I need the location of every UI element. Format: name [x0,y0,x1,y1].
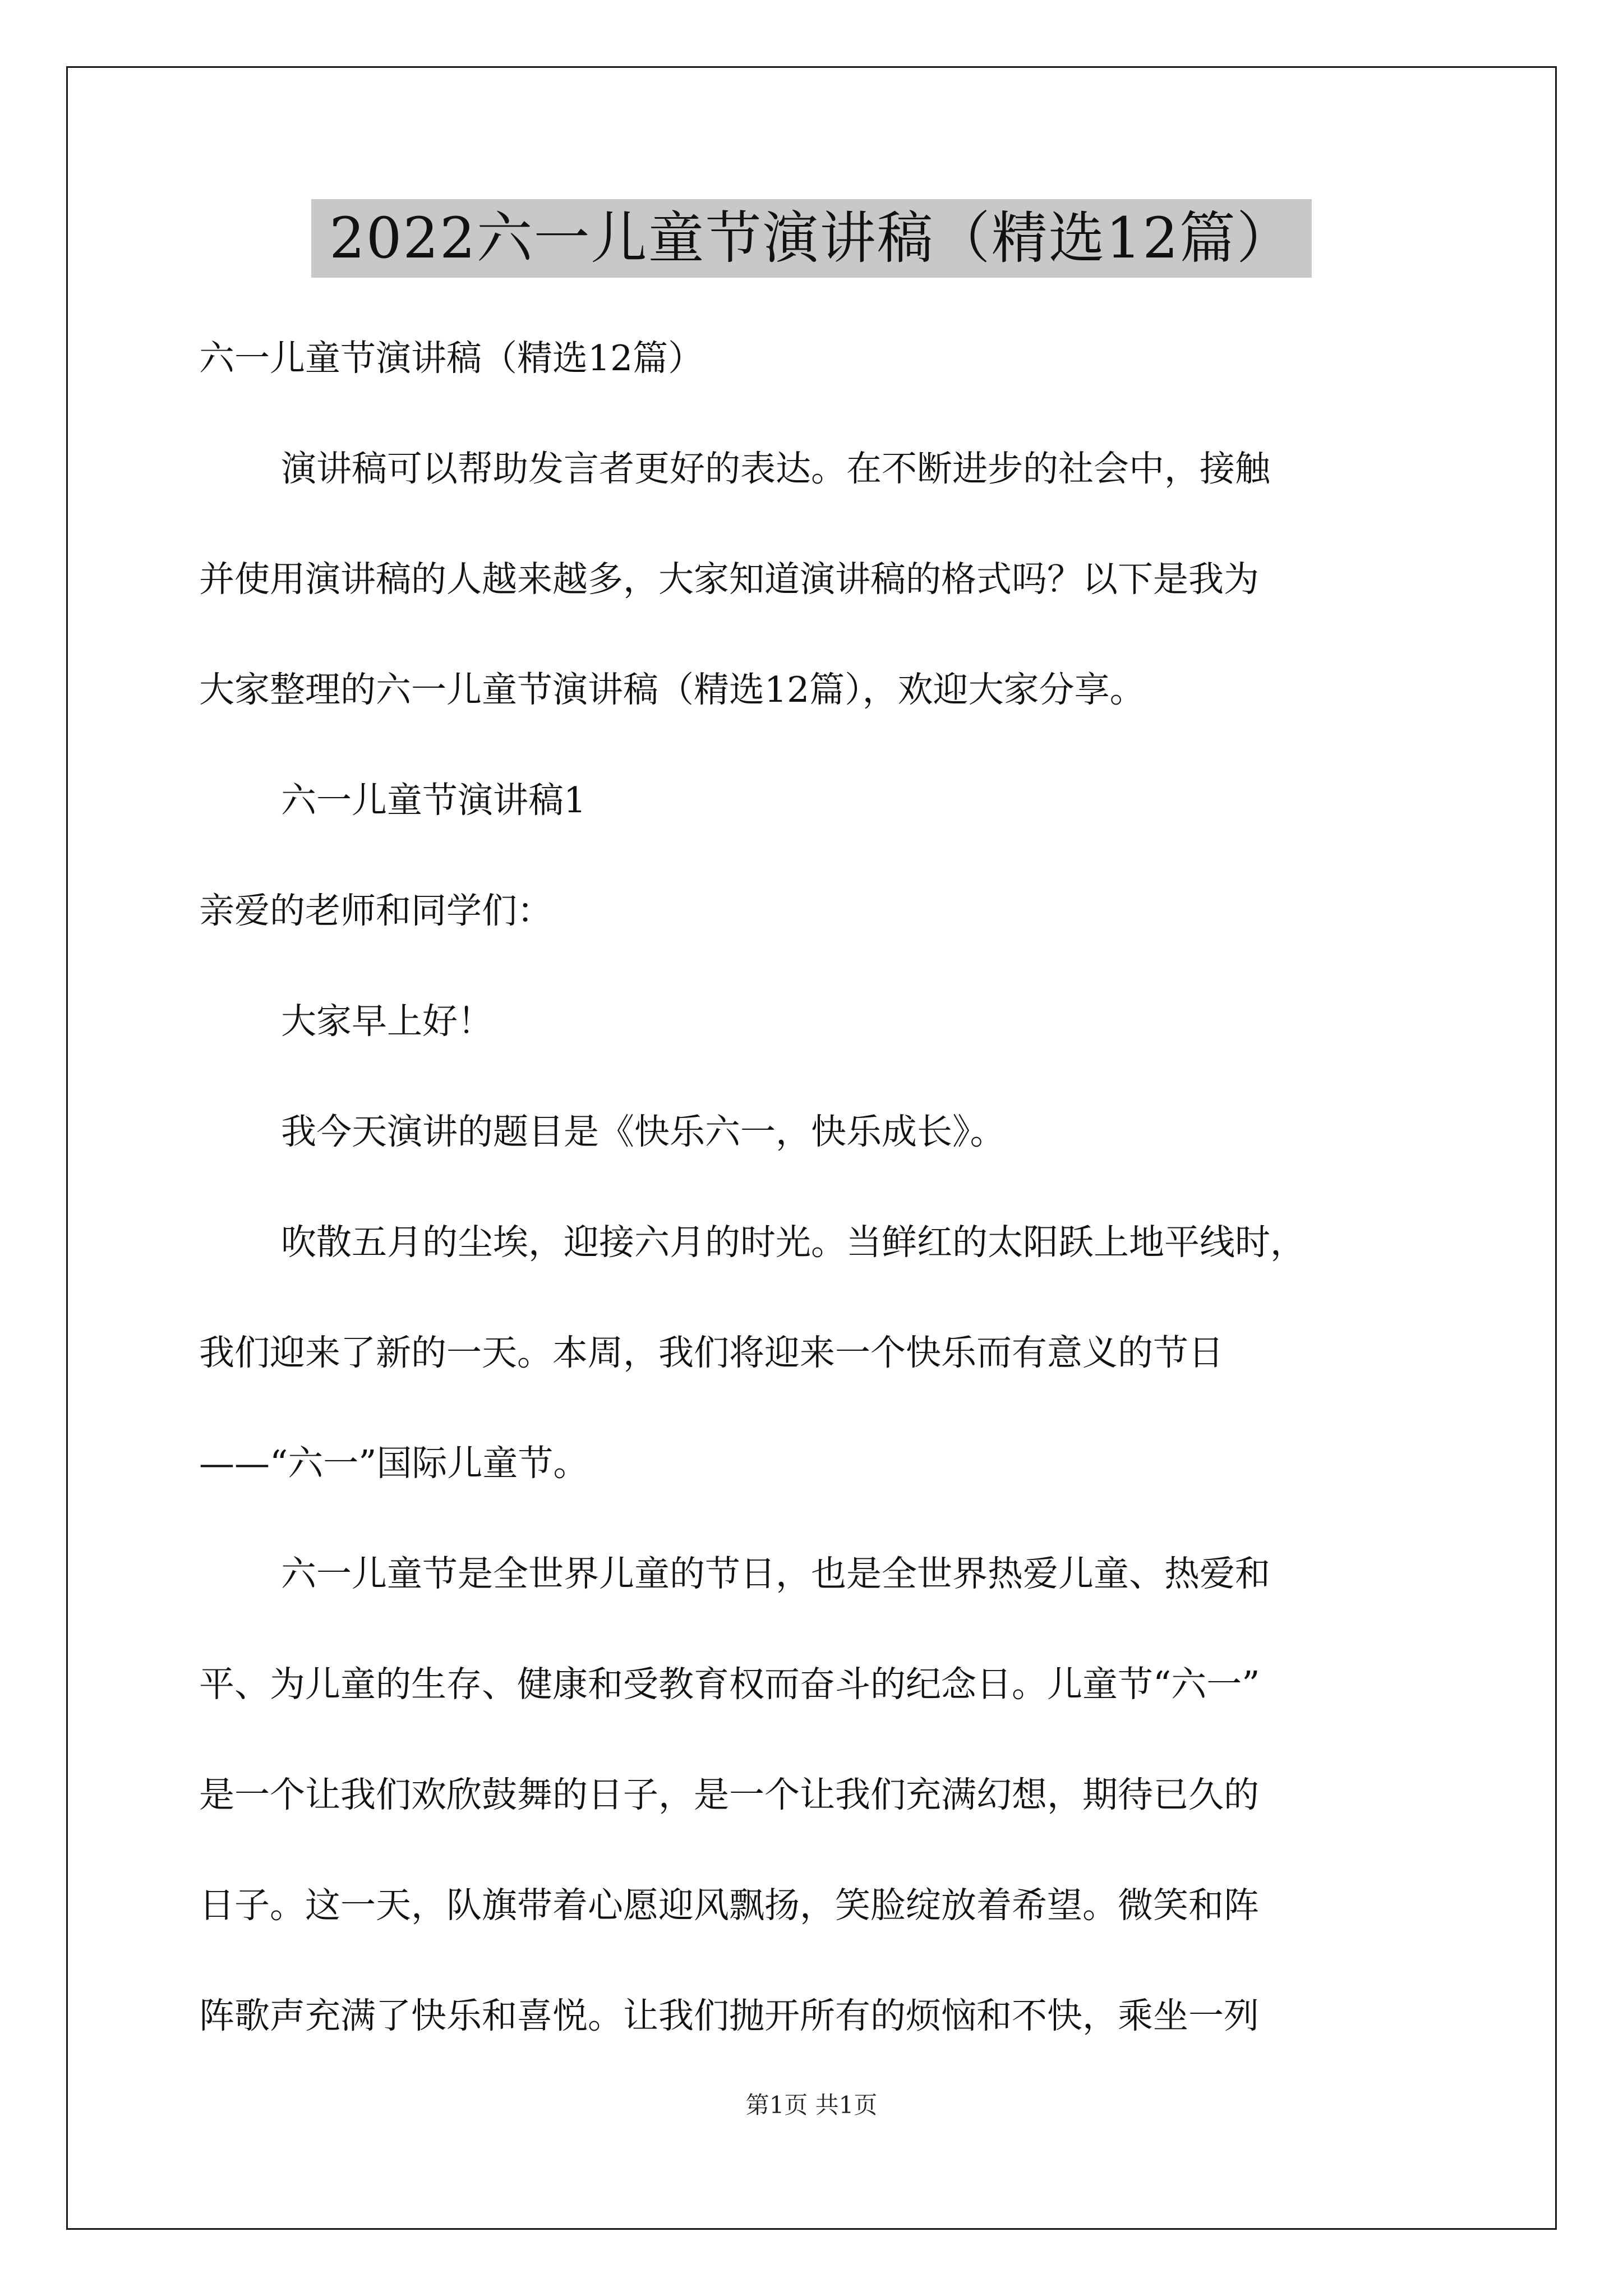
paragraph-line: 并使用演讲稿的人越来越多，大家知道演讲稿的格式吗？以下是我为 [199,559,1259,600]
paragraph-line: 大家整理的六一儿童节演讲稿（精选12篇），欢迎大家分享。 [199,669,1145,710]
paragraph-line: 是一个让我们欢欣鼓舞的日子，是一个让我们充满幻想，期待已久的 [199,1774,1259,1815]
salutation-line: 亲爱的老师和同学们： [199,890,552,931]
paragraph-line: 我今天演讲的题目是《快乐六一，快乐成长》。 [281,1111,1006,1152]
document-title: 2022六一儿童节演讲稿（精选12篇） [311,199,1312,278]
title-container [0,199,1623,278]
subtitle-line: 六一儿童节演讲稿（精选12篇） [199,338,704,379]
paragraph-line: 吹散五月的尘埃，迎接六月的时光。当鲜红的太阳跃上地平线时， [281,1222,1306,1263]
document-body [199,303,1427,2071]
paragraph-line: 演讲稿可以帮助发言者更好的表达。在不断进步的社会中，接触 [281,448,1270,489]
paragraph-line: 平、为儿童的生存、健康和受教育权而奋斗的纪念日。儿童节“六一” [199,1664,1260,1705]
paragraph-line: ——“六一”国际儿童节。 [199,1443,589,1484]
paragraph-line: 六一儿童节是全世界儿童的节日，也是全世界热爱儿童、热爱和 [281,1553,1270,1594]
paragraph-line: 大家早上好！ [281,1001,493,1042]
section-heading: 六一儿童节演讲稿1 [281,780,587,821]
paragraph-line: 日子。这一天，队旗带着心愿迎风飘扬，笑脸绽放着希望。微笑和阵 [199,1885,1259,1926]
page-footer: 第1页 共1页 [745,2091,878,2119]
paragraph-line: 我们迎来了新的一天。本周，我们将迎来一个快乐而有意义的节日 [199,1332,1224,1373]
paragraph-line: 阵歌声充满了快乐和喜悦。让我们抛开所有的烦恼和不快，乘坐一列 [199,1995,1259,2036]
